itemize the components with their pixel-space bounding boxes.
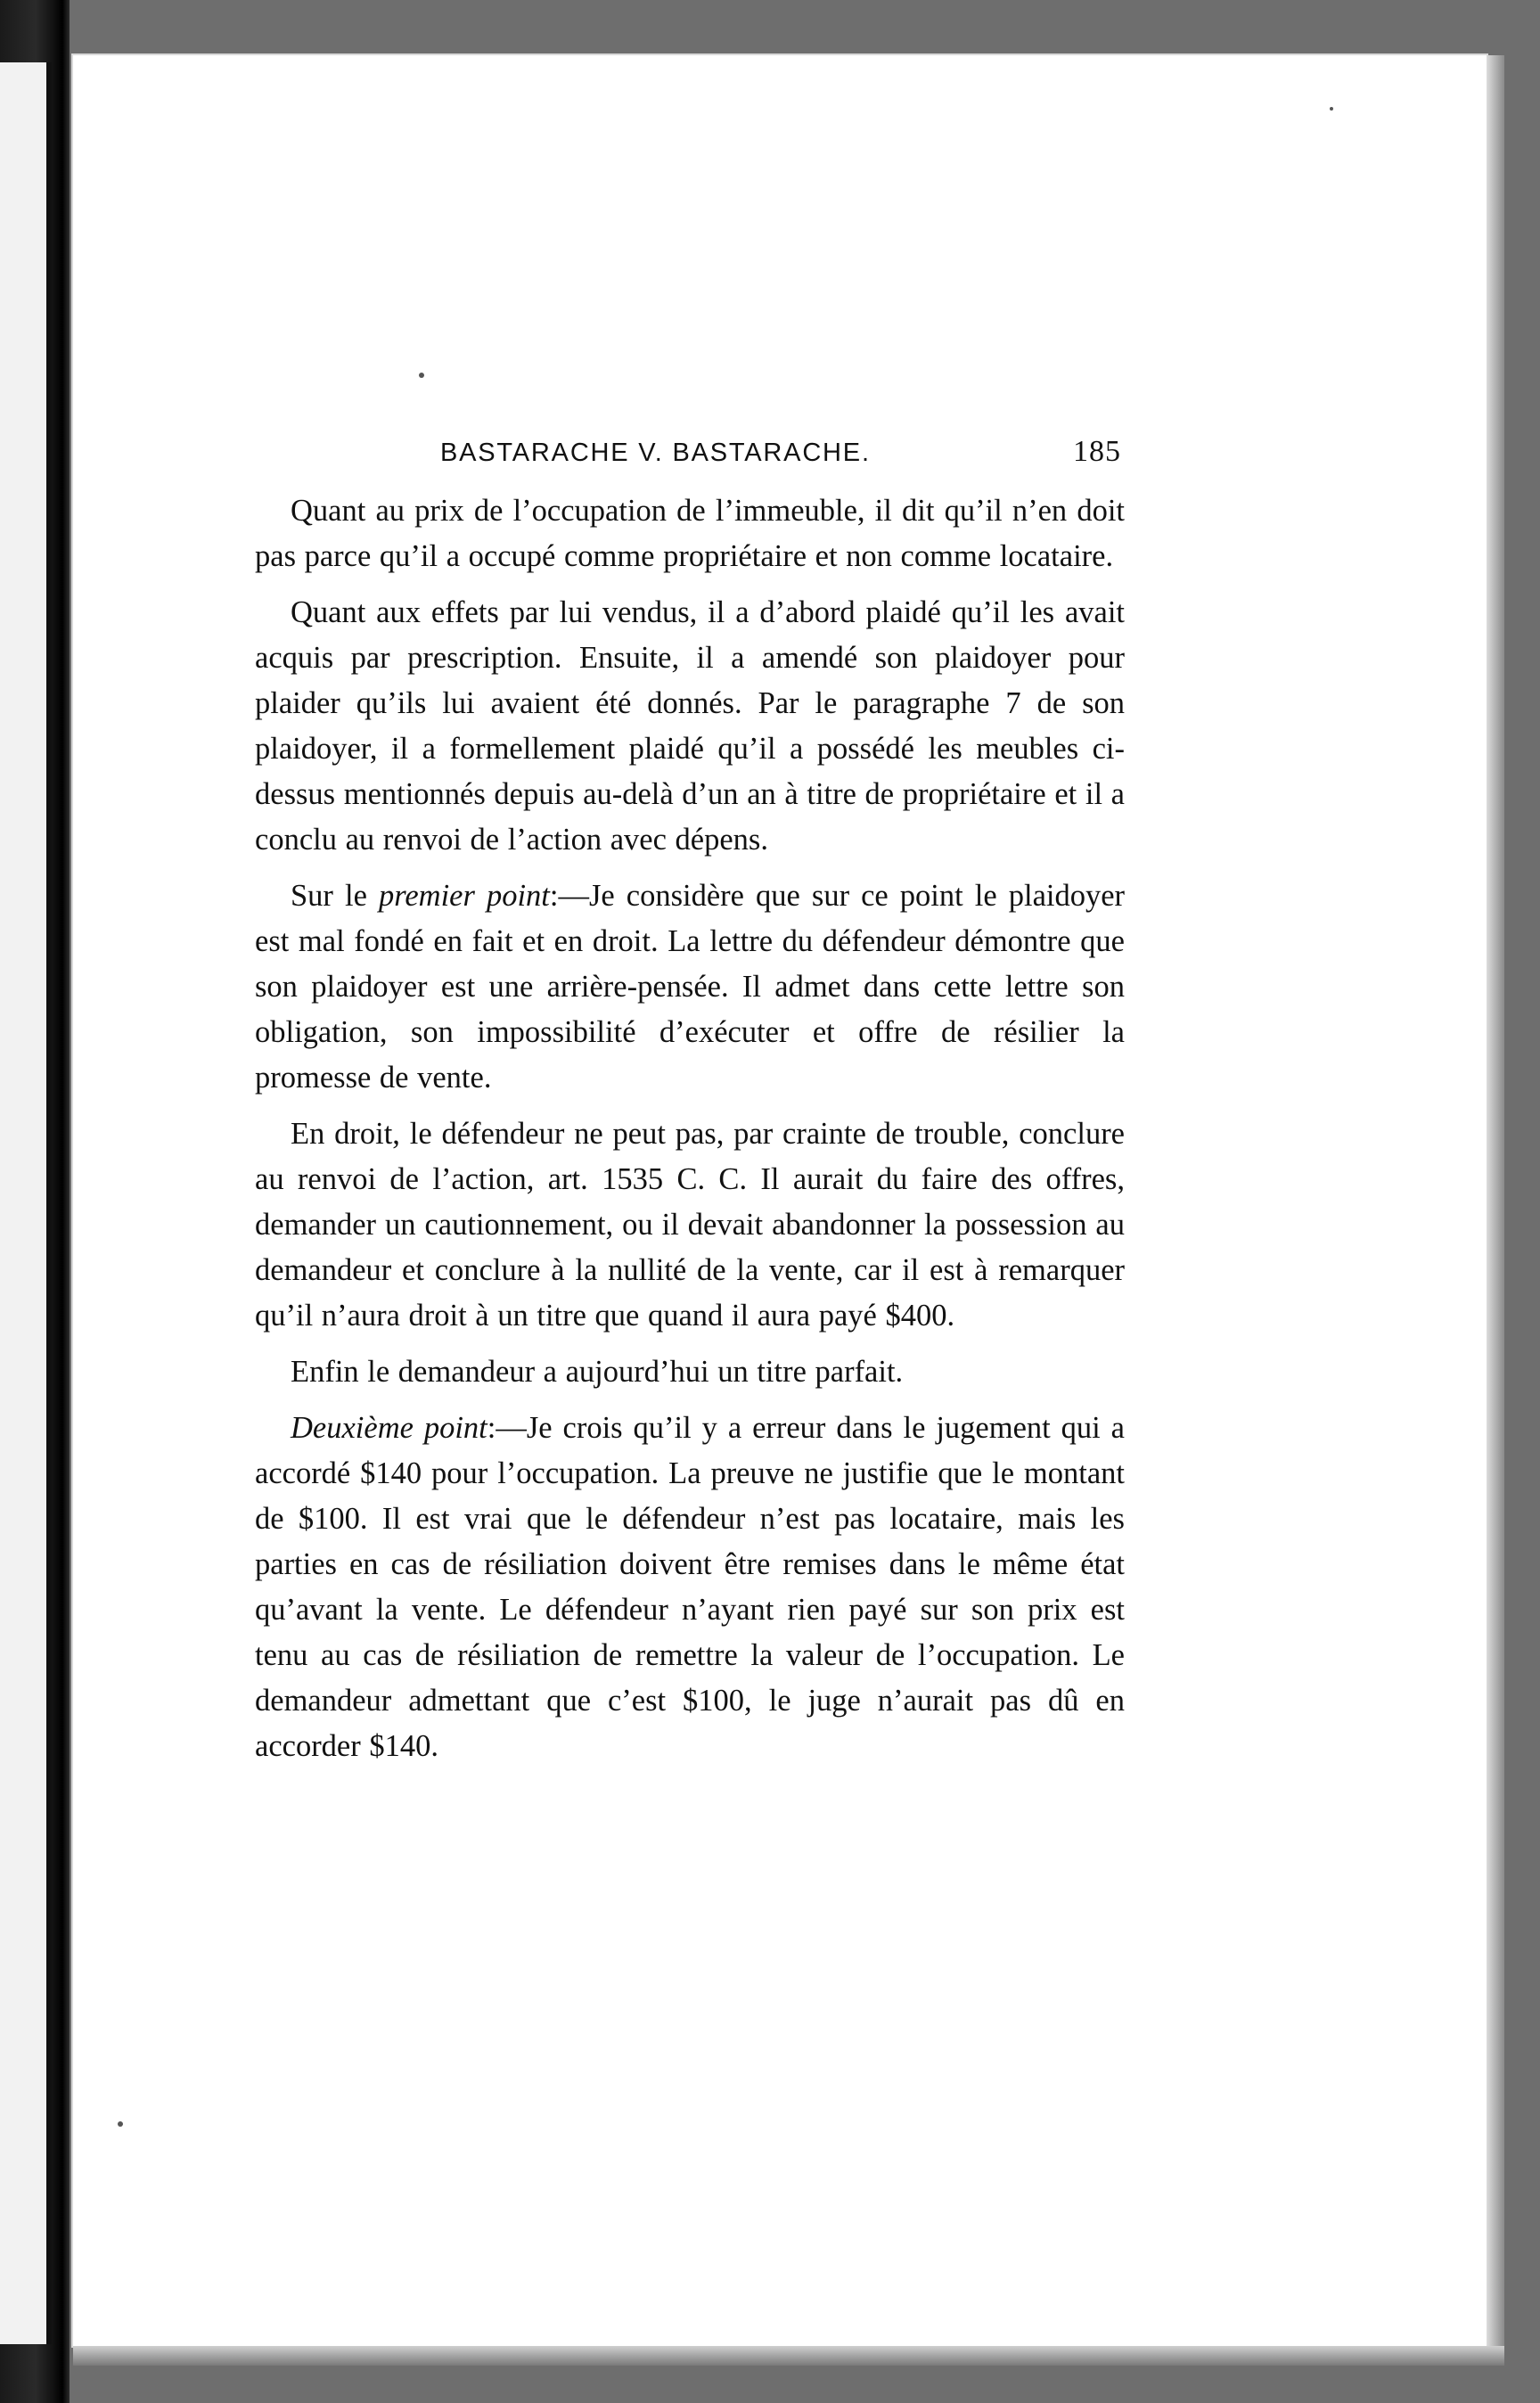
paragraph-text: Enfin le demandeur a aujourd’hui un titre parfait. (291, 1355, 904, 1389)
scan-speck (118, 2121, 123, 2127)
paragraph-italic-heading: premier point (378, 879, 550, 913)
page-number: 185 (1073, 435, 1121, 468)
scan-speck (419, 373, 424, 378)
scan-speck (1330, 107, 1333, 111)
paragraph-text: :—Je crois qu’il y a erreur dans le jugement qui a accordé $140 pour l’occupation. La preuve ne justifie que le montant de $100. Il est vrai que le défendeur n’est pas locataire, mais les parties en cas de résiliation doivent être remises dans le même état qu’avant la vente. Le défendeur n’ayant rien payé sur son prix est tenu au cas de résiliation de remettre la valeur de l’occupation. Le demandeur admettant que c’est $100, le juge n’aurait pas dû en accorder $140. (255, 1411, 1125, 1763)
paragraph-4 (255, 1111, 1125, 1339)
paragraph-text: Quant au prix de l’occupation de l’immeuble, il dit qu’il n’en doit pas parce qu’il a occupé comme propriétaire et non comme locataire. (255, 494, 1125, 573)
paragraph-italic-heading: Deuxième point (291, 1411, 487, 1445)
paragraph-3 (255, 873, 1125, 1101)
paragraph-1 (255, 488, 1125, 579)
page-edge-right (1487, 55, 1504, 2346)
paragraph-lead: Sur le (291, 879, 379, 913)
running-title: BASTARACHE V. BASTARACHE. (440, 439, 871, 467)
paragraph-6 (255, 1406, 1125, 1769)
facing-page-edge (0, 62, 52, 2344)
paragraph-text: :—Je considère que sur ce point le plaidoyer est mal fondé en fait et en droit. La lettre du défendeur démontre que son plaidoyer est une arrière-pensée. Il admet dans cette lettre son obligation, son impossibilité d’exécuter et offre de résilier la promesse de vente. (255, 879, 1126, 1095)
paragraph-2 (255, 590, 1125, 863)
paragraph-5 (255, 1349, 1125, 1395)
page-text-column (255, 435, 1125, 1780)
running-head (255, 435, 1125, 469)
paragraph-text: Quant aux effets par lui vendus, il a d’abord plaidé qu’il les avait acquis par prescription. Ensuite, il a amendé son plaidoyer pour plaider qu’ils lui avaient été donnés. Par le paragraphe 7 de son plaidoyer, il a formellement plaidé qu’il a possédé les meubles ci-dessus mentionnés depuis au-delà d’un an à titre de propriétaire et il a conclu au renvoi de l’action avec dépens. (255, 595, 1125, 857)
paragraph-text: En droit, le défendeur ne peut pas, par crainte de trouble, conclure au renvoi de l’action, art. 1535 C. C. Il aurait du faire des offres, demander un cautionnement, ou il devait abandonner la possession au demandeur et conclure à la nullité de la vente, car il est à remarquer qu’il n’aura droit à un titre que quand il aura payé $400. (255, 1117, 1125, 1333)
page-edge-bottom (73, 2346, 1504, 2366)
